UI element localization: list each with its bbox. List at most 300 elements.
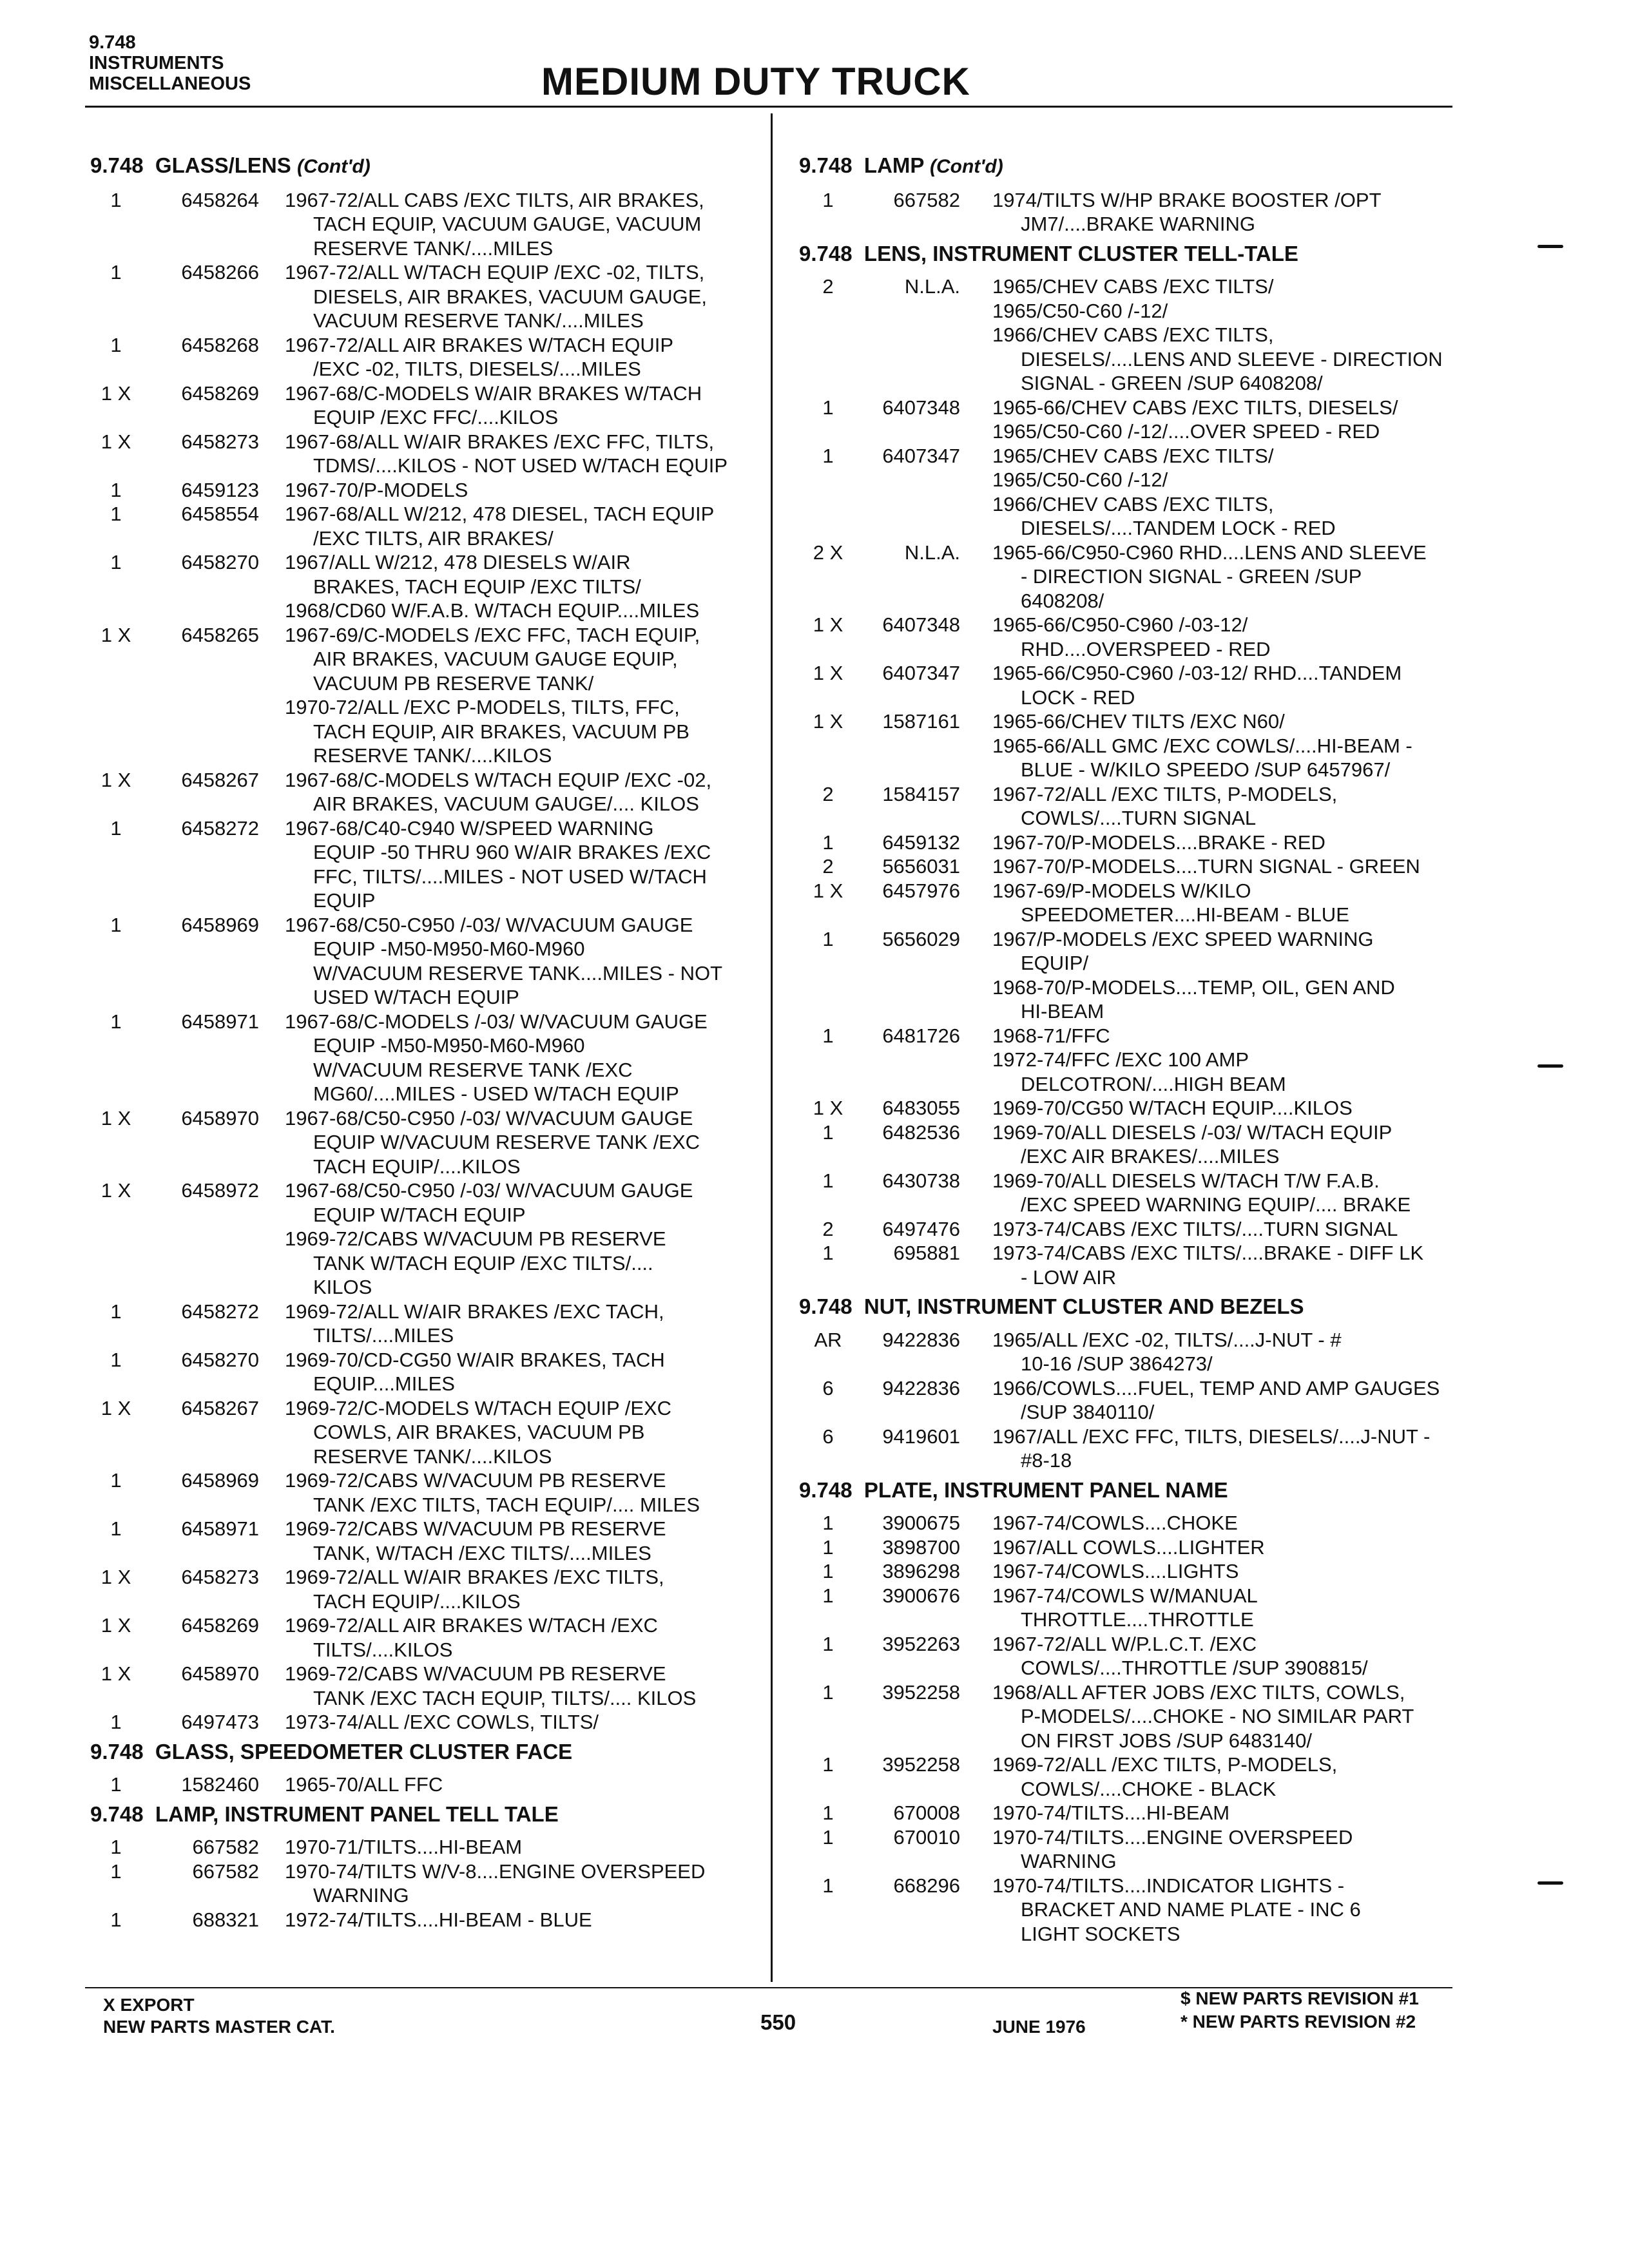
description-line: THROTTLE....THROTTLE [1021, 1608, 1254, 1631]
part-row [799, 1874, 1456, 1946]
description-line: COWLS, AIR BRAKES, VACUUM PB [313, 1421, 645, 1443]
part-row [799, 1535, 1456, 1560]
part-row [90, 1106, 760, 1179]
description-line: 1967-74/COWLS....LIGHTS [992, 1560, 1239, 1582]
part-number: 6458269 [181, 1614, 259, 1637]
part-row [90, 188, 760, 261]
part-description [992, 1753, 1456, 1801]
description-line: TANK /EXC TILTS, TACH EQUIP/.... MILES [313, 1493, 700, 1516]
description-line: DIESELS, AIR BRAKES, VACUUM GAUGE, [313, 285, 707, 308]
part-row [799, 709, 1456, 782]
description-line: COWLS/....THROTTLE /SUP 3908815/ [1021, 1657, 1368, 1679]
description-line: VACUUM PB RESERVE TANK/ [313, 671, 594, 695]
part-number: 6458969 [181, 913, 259, 936]
description-line: 1967-69/C-MODELS /EXC FFC, TACH EQUIP, [285, 623, 700, 646]
footer-date: JUNE 1976 [992, 2017, 1086, 2037]
part-quantity: 1 X [813, 710, 843, 733]
description-line: 1966/CHEV CABS /EXC TILTS, [992, 492, 1274, 515]
part-description [285, 430, 760, 478]
section-heading [799, 153, 1456, 179]
part-number: 667582 [192, 1860, 259, 1883]
part-description [285, 550, 760, 623]
description-line: 1965-66/CHEV CABS /EXC TILTS, DIESELS/ [992, 396, 1398, 419]
part-quantity: 1 [822, 1169, 834, 1192]
part-number: 3952258 [882, 1680, 960, 1704]
part-number: 9422836 [882, 1376, 960, 1399]
part-quantity: 1 X [813, 613, 843, 636]
description-line: EQUIP -M50-M950-M60-M960 [313, 937, 585, 960]
part-quantity: 1 X [101, 768, 131, 791]
description-line: RESERVE TANK/....KILOS [313, 744, 552, 767]
description-line: 1970-74/TILTS....INDICATOR LIGHTS - [992, 1874, 1345, 1897]
description-line: 1967-74/COWLS W/MANUAL [992, 1584, 1258, 1607]
part-row [799, 1096, 1456, 1120]
section-heading [799, 242, 1456, 266]
part-row [90, 1710, 760, 1735]
part-description [285, 816, 760, 913]
part-quantity: 1 [110, 1908, 122, 1931]
part-description [992, 1328, 1456, 1376]
part-description [285, 1010, 760, 1106]
part-number: 667582 [893, 188, 960, 211]
part-description [992, 1801, 1456, 1825]
part-description [285, 1908, 760, 1932]
part-row [799, 1511, 1456, 1535]
part-row [799, 661, 1456, 709]
description-line: TANK /EXC TACH EQUIP, TILTS/.... KILOS [313, 1686, 697, 1709]
part-description [285, 188, 760, 261]
footer-revision-1: $ NEW PARTS REVISION #1 [1181, 1988, 1419, 2008]
part-description [992, 1241, 1456, 1289]
description-line: COWLS/....TURN SIGNAL [1021, 807, 1257, 829]
description-line: 1967-72/ALL W/P.L.C.T. /EXC [992, 1632, 1257, 1655]
part-quantity: 1 [822, 188, 834, 211]
footer-revision-2: * NEW PARTS REVISION #2 [1181, 2012, 1416, 2032]
section-title: 9.748 LENS, INSTRUMENT CLUSTER TELL-TALE [799, 241, 1298, 265]
part-number: 6458270 [181, 1348, 259, 1371]
part-description [992, 1120, 1456, 1169]
margin-tick-mark [1537, 245, 1563, 248]
part-description [285, 913, 760, 1010]
part-quantity: 1 [822, 1825, 834, 1849]
description-line: BLUE - W/KILO SPEEDO /SUP 6457967/ [1021, 758, 1391, 781]
description-line: /EXC AIR BRAKES/....MILES [1021, 1145, 1280, 1168]
part-row [799, 1825, 1456, 1874]
description-line: 1965-66/C950-C960 /-03-12/ [992, 613, 1248, 636]
part-number: 3900675 [882, 1512, 960, 1534]
description-line: 6408208/ [1021, 589, 1104, 612]
part-number: 1587161 [882, 710, 960, 733]
description-line: 1965/CHEV CABS /EXC TILTS/ [992, 275, 1274, 298]
section-continued-label: (Cont'd) [929, 156, 1003, 177]
description-line: FFC, TILTS/....MILES - NOT USED W/TACH [313, 865, 707, 888]
part-description [992, 1874, 1456, 1946]
header-section-block [89, 32, 251, 94]
description-line: 1973-74/CABS /EXC TILTS/....TURN SIGNAL [992, 1217, 1398, 1240]
description-line: LOCK - RED [1021, 686, 1135, 709]
part-row [90, 1613, 760, 1662]
part-number: 3952258 [882, 1753, 960, 1776]
part-quantity: 1 X [101, 1566, 131, 1588]
description-line: EQUIP W/TACH EQUIP [313, 1203, 526, 1226]
part-quantity: 1 [110, 913, 122, 936]
part-quantity: 1 [110, 188, 122, 211]
description-line: 1967-68/C40-C940 W/SPEED WARNING [285, 816, 654, 840]
part-row [799, 1425, 1456, 1473]
part-description [285, 1300, 760, 1348]
part-quantity: 1 X [101, 623, 131, 646]
part-description [992, 1096, 1456, 1120]
description-line: TACH EQUIP, VACUUM GAUGE, VACUUM [313, 213, 702, 235]
description-line: 1969-70/CG50 W/TACH EQUIP....KILOS [992, 1097, 1353, 1119]
part-quantity: 1 [822, 1242, 834, 1264]
part-row [799, 1328, 1456, 1376]
description-line: EQUIP/ [1021, 952, 1089, 974]
part-description [285, 1178, 760, 1300]
description-line: 1969-70/ALL DIESELS /-03/ W/TACH EQUIP [992, 1120, 1393, 1144]
part-description [992, 1024, 1456, 1097]
description-line: SIGNAL - GREEN /SUP 6408208/ [1021, 372, 1323, 394]
section-heading [90, 1802, 760, 1827]
part-number: 670010 [893, 1825, 960, 1849]
part-number: 5656029 [882, 927, 960, 950]
description-line: 1967-70/P-MODELS [285, 478, 468, 501]
part-row [90, 1300, 760, 1348]
part-description [285, 1517, 760, 1565]
part-row [90, 913, 760, 1010]
description-line: - DIRECTION SIGNAL - GREEN /SUP [1021, 565, 1362, 588]
part-quantity: 1 [822, 927, 834, 950]
description-line: 1967-68/ALL W/212, 478 DIESEL, TACH EQUIP [285, 503, 715, 525]
description-line: TANK W/TACH EQUIP /EXC TILTS/.... [313, 1251, 653, 1274]
part-row [90, 478, 760, 503]
description-line: BRAKES, TACH EQUIP /EXC TILTS/ [313, 575, 641, 598]
part-number: 3896298 [882, 1560, 960, 1582]
part-row [90, 1010, 760, 1106]
part-description [992, 613, 1456, 661]
description-line: 1967-68/C50-C950 /-03/ W/VACUUM GAUGE [285, 1179, 693, 1202]
part-row [799, 1584, 1456, 1632]
part-description [285, 623, 760, 768]
part-quantity: 1 X [101, 1662, 131, 1685]
part-number: 6459123 [181, 478, 259, 501]
part-number: 6458272 [181, 816, 259, 840]
description-line: VACUUM RESERVE TANK/....MILES [313, 309, 644, 332]
part-number: 6458273 [181, 430, 259, 453]
part-description [992, 1425, 1456, 1473]
part-number: 6459132 [882, 831, 960, 854]
description-line: JM7/....BRAKE WARNING [1021, 213, 1256, 235]
part-number: 6407347 [882, 444, 960, 467]
part-quantity: 1 [110, 1010, 122, 1033]
part-row [799, 1217, 1456, 1242]
part-description [992, 1376, 1456, 1425]
description-line: TANK, W/TACH /EXC TILTS/....MILES [313, 1541, 651, 1564]
description-line: /EXC TILTS, AIR BRAKES/ [313, 526, 554, 550]
part-quantity: 1 X [813, 879, 843, 902]
part-number: 3898700 [882, 1535, 960, 1559]
description-line: 1968-70/P-MODELS....TEMP, OIL, GEN AND [992, 975, 1395, 999]
part-number: 3900676 [882, 1584, 960, 1607]
section-title: 9.748 GLASS/LENS [90, 153, 291, 177]
section-heading [90, 1740, 760, 1764]
part-number: 6497476 [882, 1217, 960, 1240]
part-quantity: 1 [822, 1584, 834, 1607]
part-number: 1582460 [181, 1773, 259, 1796]
part-number: 6458267 [181, 768, 259, 791]
description-line: 1965-66/CHEV TILTS /EXC N60/ [992, 710, 1285, 733]
part-quantity: 1 [822, 444, 834, 467]
part-description [285, 1835, 760, 1860]
description-line: WARNING [313, 1884, 409, 1907]
part-number: 6458268 [181, 333, 259, 356]
description-line: 1969-72/ALL W/AIR BRAKES /EXC TACH, [285, 1300, 664, 1323]
part-description [992, 1169, 1456, 1217]
description-line: 1965-66/C950-C960 /-03-12/ RHD....TANDEM [992, 662, 1402, 684]
part-quantity: 1 [110, 333, 122, 356]
description-line: 1968/CD60 W/F.A.B. W/TACH EQUIP....MILES [285, 599, 700, 622]
part-number: 695881 [893, 1242, 960, 1264]
description-line: 1969-72/ALL AIR BRAKES W/TACH /EXC [285, 1614, 658, 1637]
description-line: 1965/C50-C60 /-12/ [992, 299, 1168, 322]
part-description [285, 478, 760, 503]
description-line: 1967-69/P-MODELS W/KILO [992, 879, 1251, 902]
part-row [90, 1396, 760, 1469]
description-line: EQUIP /EXC FFC/....KILOS [313, 406, 559, 428]
part-description [992, 661, 1456, 709]
part-description [285, 1613, 760, 1662]
description-line: 1965/C50-C60 /-12/....OVER SPEED - RED [992, 420, 1380, 443]
part-quantity: 1 [110, 1348, 122, 1371]
part-row [799, 541, 1456, 613]
description-line: 1974/TILTS W/HP BRAKE BOOSTER /OPT [992, 188, 1382, 211]
part-row [799, 396, 1456, 444]
description-line: 1965/C50-C60 /-12/ [992, 468, 1168, 491]
description-line: 1970-72/ALL /EXC P-MODELS, TILTS, FFC, [285, 696, 680, 718]
part-row [90, 1835, 760, 1860]
left-column [90, 153, 760, 1932]
part-description [992, 1511, 1456, 1535]
part-description [992, 274, 1456, 396]
part-row [90, 430, 760, 478]
part-quantity: 1 [822, 831, 834, 854]
description-line: P-MODELS/....CHOKE - NO SIMILAR PART [1021, 1705, 1414, 1727]
part-description [992, 831, 1456, 855]
part-number: 6458269 [181, 381, 259, 405]
part-row [799, 1120, 1456, 1169]
part-description [285, 1106, 760, 1179]
description-line: 1967-70/P-MODELS....BRAKE - RED [992, 831, 1325, 854]
section-heading [799, 1294, 1456, 1319]
part-number: 6458272 [181, 1300, 259, 1323]
description-line: KILOS [313, 1276, 372, 1298]
part-row [90, 1773, 760, 1797]
description-line: 1969-70/ALL DIESELS W/TACH T/W F.A.B. [992, 1169, 1380, 1192]
description-line: 1967-68/C50-C950 /-03/ W/VACUUM GAUGE [285, 913, 693, 936]
part-row [799, 1632, 1456, 1680]
description-line: SPEEDOMETER....HI-BEAM - BLUE [1021, 903, 1349, 926]
part-quantity: 1 [110, 1860, 122, 1883]
part-row [799, 1753, 1456, 1801]
header-divider [85, 106, 1452, 108]
part-number: 6458264 [181, 188, 259, 211]
part-quantity: AR [814, 1328, 842, 1351]
description-line: TDMS/....KILOS - NOT USED W/TACH EQUIP [313, 454, 728, 477]
description-line: 1973-74/ALL /EXC COWLS, TILTS/ [285, 1711, 599, 1733]
part-description [992, 709, 1456, 782]
part-number: 6483055 [882, 1097, 960, 1119]
part-quantity: 1 [822, 1874, 834, 1897]
description-line: RHD....OVERSPEED - RED [1021, 637, 1271, 660]
part-description [992, 927, 1456, 1024]
part-number: 6482536 [882, 1120, 960, 1144]
description-line: 1967/ALL W/212, 478 DIESELS W/AIR [285, 551, 631, 573]
description-line: 1967-68/C-MODELS W/AIR BRAKES W/TACH [285, 381, 702, 405]
description-line: 1967-72/ALL W/TACH EQUIP /EXC -02, TILTS, [285, 261, 705, 284]
part-description [992, 1632, 1456, 1680]
part-description [992, 854, 1456, 879]
part-number: 6457976 [882, 879, 960, 902]
part-quantity: 1 [110, 1711, 122, 1733]
part-description [285, 1773, 760, 1797]
part-number: 6458554 [181, 503, 259, 525]
description-line: /EXC SPEED WARNING EQUIP/.... BRAKE [1021, 1193, 1411, 1216]
part-quantity: 1 [822, 1753, 834, 1776]
description-line: 1967/P-MODELS /EXC SPEED WARNING [992, 927, 1374, 950]
description-line: WARNING [1021, 1850, 1117, 1872]
description-line: DIESELS/....LENS AND SLEEVE - DIRECTION [1021, 347, 1443, 370]
part-row [90, 333, 760, 381]
part-row [90, 1860, 760, 1908]
part-quantity: 1 [822, 396, 834, 419]
description-line: 1970-74/TILTS....ENGINE OVERSPEED [992, 1825, 1353, 1849]
header-category: INSTRUMENTS [89, 53, 224, 73]
part-number: 6430738 [882, 1169, 960, 1192]
part-number: 6458970 [181, 1106, 259, 1129]
part-number: 6407347 [882, 662, 960, 684]
description-line: 1965-66/C950-C960 RHD....LENS AND SLEEVE [992, 541, 1427, 564]
part-number: 688321 [192, 1908, 259, 1931]
description-line: 1967-72/ALL AIR BRAKES W/TACH EQUIP [285, 333, 674, 356]
description-line: 1967-68/C-MODELS /-03/ W/VACUUM GAUGE [285, 1010, 708, 1033]
part-description [992, 541, 1456, 613]
margin-tick-mark [1537, 1064, 1563, 1068]
part-number: 668296 [893, 1874, 960, 1897]
part-row [90, 1908, 760, 1932]
description-line: 1967-74/COWLS....CHOKE [992, 1512, 1238, 1534]
part-description [285, 1396, 760, 1469]
part-description [992, 1680, 1456, 1753]
description-line: 1967-72/ALL /EXC TILTS, P-MODELS, [992, 782, 1338, 805]
description-line: TILTS/....KILOS [313, 1638, 453, 1661]
description-line: 1968/ALL AFTER JOBS /EXC TILTS, COWLS, [992, 1680, 1405, 1704]
part-number: 6458970 [181, 1662, 259, 1685]
part-description [992, 879, 1456, 927]
part-description [992, 444, 1456, 541]
description-line: ON FIRST JOBS /SUP 6483140/ [1021, 1729, 1312, 1752]
part-quantity: 2 [822, 782, 834, 805]
part-number: N.L.A. [904, 275, 960, 298]
part-number: 6481726 [882, 1024, 960, 1047]
description-line: 1970-74/TILTS W/V-8....ENGINE OVERSPEED [285, 1860, 706, 1883]
description-line: MG60/....MILES - USED W/TACH EQUIP [313, 1082, 679, 1105]
part-number: 6458972 [181, 1179, 259, 1202]
part-number: 6407348 [882, 613, 960, 636]
part-quantity: 2 X [813, 541, 843, 564]
description-line: 1969-72/ALL /EXC TILTS, P-MODELS, [992, 1753, 1338, 1776]
part-quantity: 1 [822, 1802, 834, 1824]
description-line: /EXC -02, TILTS, DIESELS/....MILES [313, 358, 641, 380]
part-description [992, 1535, 1456, 1560]
part-quantity: 1 [822, 1680, 834, 1704]
section-title: 9.748 NUT, INSTRUMENT CLUSTER AND BEZELS [799, 1294, 1304, 1318]
section-heading [90, 153, 760, 179]
part-description [285, 260, 760, 333]
part-description [285, 1565, 760, 1613]
part-number: 6458969 [181, 1469, 259, 1492]
part-quantity: 6 [822, 1425, 834, 1448]
section-heading [799, 1478, 1456, 1503]
part-number: 6458273 [181, 1566, 259, 1588]
header-section-number: 9.748 [89, 32, 136, 53]
description-line: 1967-68/ALL W/AIR BRAKES /EXC FFC, TILTS, [285, 430, 715, 453]
description-line: 1965-66/ALL GMC /EXC COWLS/....HI-BEAM - [992, 734, 1412, 757]
part-row [90, 1565, 760, 1613]
description-line: 1967-68/C50-C950 /-03/ W/VACUUM GAUGE [285, 1106, 693, 1129]
part-row [90, 1662, 760, 1710]
part-quantity: 2 [822, 1217, 834, 1240]
part-row [90, 1468, 760, 1517]
part-number: 6458266 [181, 261, 259, 284]
part-row [90, 768, 760, 816]
part-row [799, 444, 1456, 541]
part-number: 6407348 [882, 396, 960, 419]
description-line: 1970-71/TILTS....HI-BEAM [285, 1836, 523, 1858]
description-line: 1970-74/TILTS....HI-BEAM [992, 1802, 1230, 1824]
part-quantity: 1 X [101, 430, 131, 453]
description-line: W/VACUUM RESERVE TANK /EXC [313, 1058, 633, 1081]
part-number: 9419601 [882, 1425, 960, 1448]
description-line: COWLS/....CHOKE - BLACK [1021, 1777, 1277, 1800]
header-subcategory: MISCELLANEOUS [89, 73, 251, 94]
part-quantity: 1 [822, 1024, 834, 1047]
part-number: 6458270 [181, 551, 259, 573]
part-description [285, 768, 760, 816]
part-number: 6458971 [181, 1010, 259, 1033]
description-line: 1969-72/CABS W/VACUUM PB RESERVE [285, 1517, 666, 1540]
description-line: TACH EQUIP/....KILOS [313, 1590, 521, 1613]
part-row [799, 782, 1456, 831]
description-line: HI-BEAM [1021, 1000, 1104, 1023]
part-quantity: 1 X [101, 1106, 131, 1129]
part-row [799, 1169, 1456, 1217]
part-number: 1584157 [882, 782, 960, 805]
description-line: 1966/COWLS....FUEL, TEMP AND AMP GAUGES [992, 1376, 1440, 1399]
description-line: USED W/TACH EQUIP [313, 986, 519, 1008]
description-line: 1972-74/TILTS....HI-BEAM - BLUE [285, 1908, 592, 1931]
part-quantity: 1 [822, 1120, 834, 1144]
part-row [799, 1680, 1456, 1753]
footer-master-note: NEW PARTS MASTER CAT. [103, 2017, 335, 2037]
description-line: 1967-68/C-MODELS W/TACH EQUIP /EXC -02, [285, 768, 712, 791]
description-line: 1969-72/C-MODELS W/TACH EQUIP /EXC [285, 1396, 672, 1419]
part-description [285, 381, 760, 430]
description-line: 1965/CHEV CABS /EXC TILTS/ [992, 444, 1274, 467]
part-quantity: 1 [110, 1773, 122, 1796]
part-description [285, 502, 760, 550]
part-description [992, 1559, 1456, 1584]
description-line: 1967-70/P-MODELS....TURN SIGNAL - GREEN [992, 855, 1420, 878]
